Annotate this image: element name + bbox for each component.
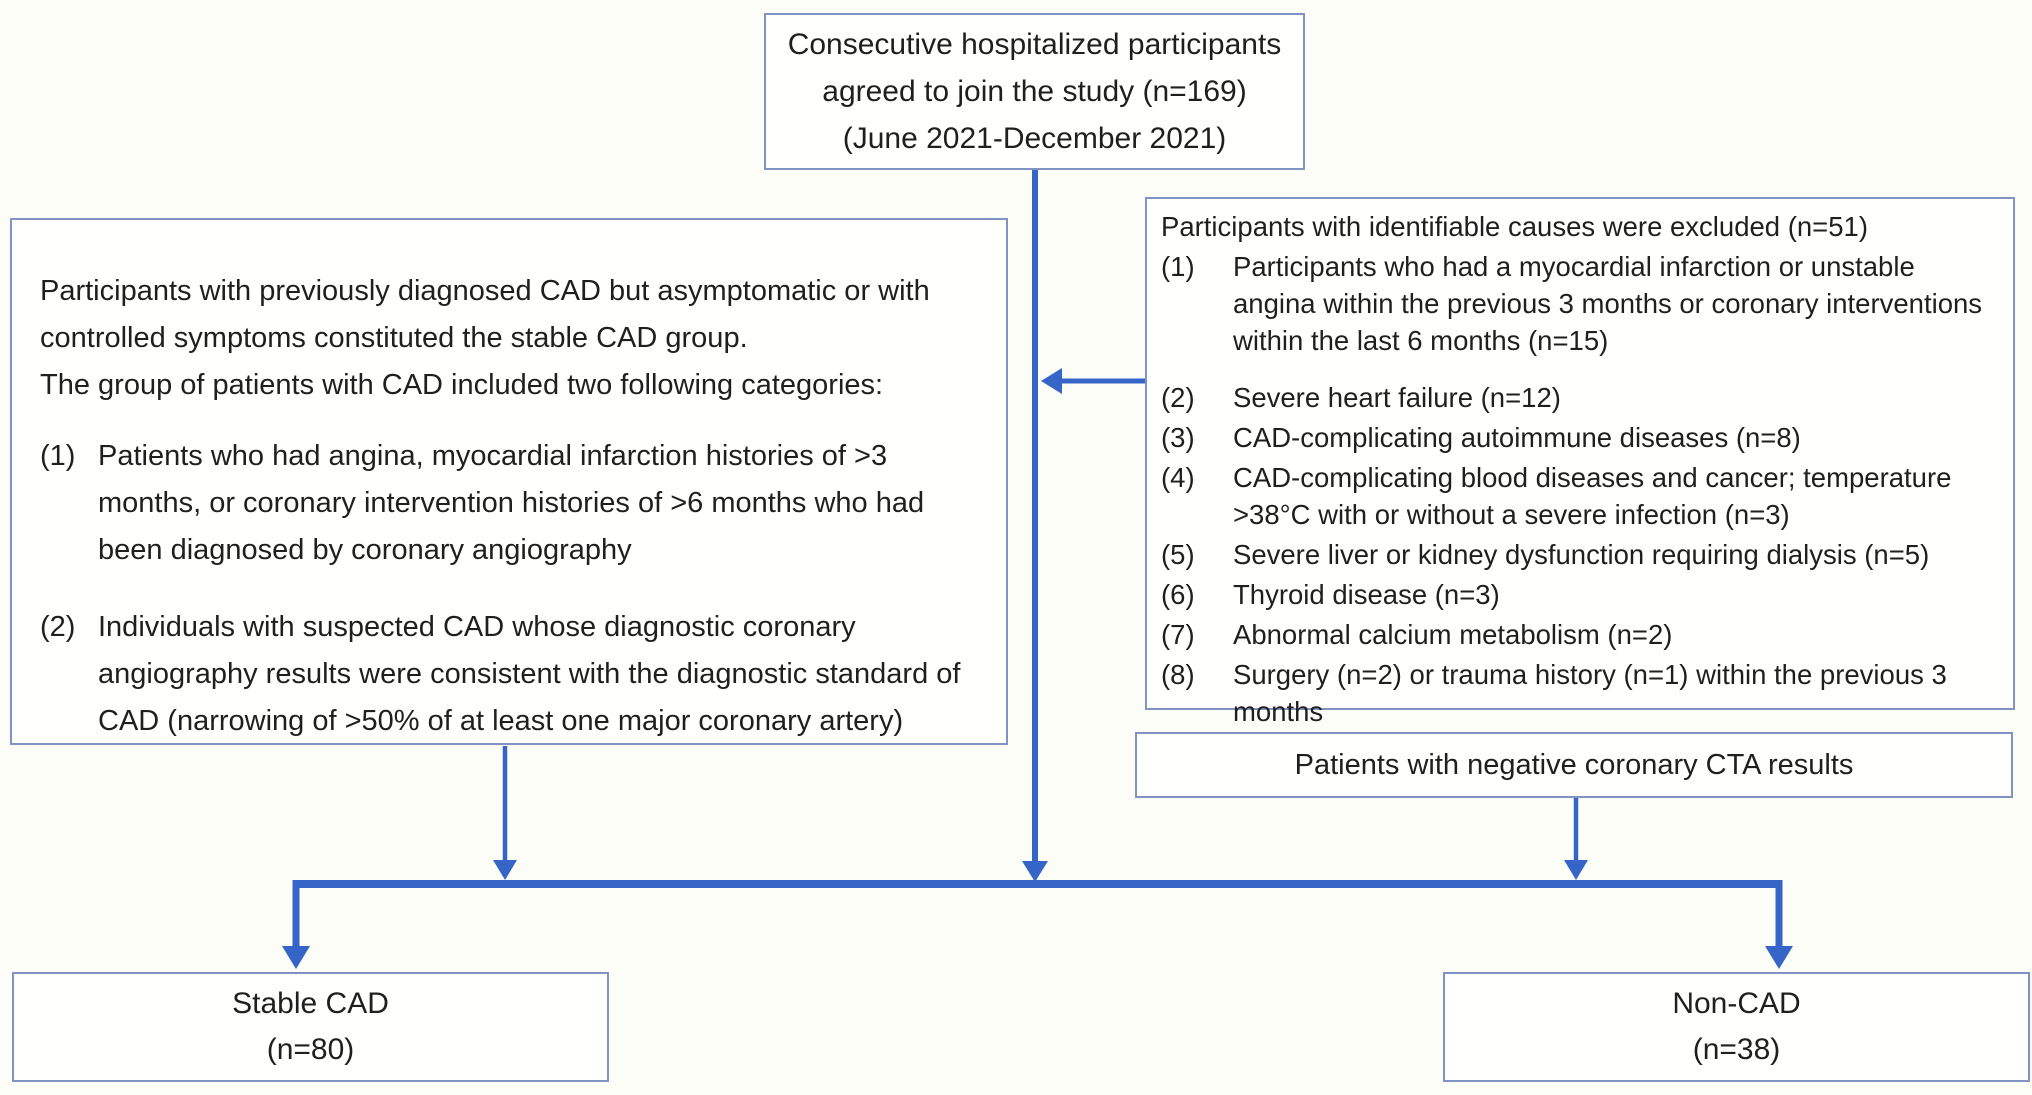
excluded-item-1: [1161, 248, 2001, 359]
excluded-item-7-number: (7): [1161, 619, 1195, 650]
non-cad-label: Non-CAD: [1672, 987, 1801, 1020]
excluded-item-3: [1161, 419, 2001, 456]
criteria-item-1-text: Patients who had angina, myocardial infarction histories of >3 months, or coronary intervention histories of >6 months who had been diagnosed by coronary angiography: [98, 440, 925, 566]
arrowhead-criteria-to-trunk: [493, 860, 517, 880]
arrowhead-excluded-to-mainline: [1041, 368, 1062, 394]
excluded-item-4-text: CAD-complicating blood diseases and cancer; temperature >38°C with or without a severe infection (n=3): [1233, 462, 1952, 530]
arrowhead-enrollment-to-trunk: [1022, 861, 1048, 882]
excluded-item-3-number: (3): [1161, 422, 1195, 453]
criteria-item-1: [40, 433, 980, 574]
criteria-item-2-text: Individuals with suspected CAD whose diagnostic coronary angiography results were consistent with the diagnostic standard of CAD (narrowing of >50% of at least one major coronary artery): [98, 611, 961, 737]
criteria-item-2: [40, 604, 980, 745]
excluded-item-1-text: Participants who had a myocardial infarction or unstable angina within the previous 3 months or coronary interventions within the last 6 months (n=15): [1233, 251, 1983, 356]
stable-cad-label: Stable CAD: [232, 987, 389, 1020]
arrowhead-trunk-to-noncad: [1765, 946, 1793, 969]
criteria-item-1-number: (1): [40, 440, 76, 472]
excluded-item-6-text: Thyroid disease (n=3): [1233, 579, 1500, 610]
node-excluded: [1145, 197, 2015, 727]
excluded-item-8: [1161, 656, 2001, 730]
excluded-item-2-text: Severe heart failure (n=12): [1233, 382, 1561, 413]
excluded-item-5-number: (5): [1161, 539, 1195, 570]
excluded-item-8-number: (8): [1161, 659, 1195, 690]
negative-cta-label: Patients with negative coronary CTA results: [1294, 748, 1854, 781]
stable-cad-count: (n=80): [266, 1033, 355, 1066]
excluded-item-4-number: (4): [1161, 462, 1195, 493]
criteria-intro-2: The group of patients with CAD included two following categories:: [40, 369, 884, 401]
arrowhead-cta-to-trunk: [1564, 860, 1588, 880]
excluded-item-3-text: CAD-complicating autoimmune diseases (n=8): [1233, 422, 1801, 453]
excluded-item-2: [1161, 379, 2001, 416]
excluded-item-7: [1161, 616, 2001, 653]
arrowhead-trunk-to-stable: [282, 946, 310, 969]
enrollment-line-2: agreed to join the study (n=169): [822, 75, 1247, 108]
excluded-item-6-number: (6): [1161, 579, 1195, 610]
excluded-item-1-number: (1): [1161, 251, 1195, 282]
excluded-item-6: [1161, 576, 2001, 613]
excluded-item-8-text: Surgery (n=2) or trauma history (n=1) within the previous 3 months: [1233, 659, 1947, 727]
node-negative-cta: [1135, 732, 2013, 798]
criteria-item-2-number: (2): [40, 611, 76, 643]
excluded-item-2-number: (2): [1161, 382, 1195, 413]
node-non-cad: [1443, 972, 2030, 1082]
non-cad-count: (n=38): [1692, 1033, 1781, 1066]
excluded-item-4: [1161, 459, 2001, 533]
node-stable-cad: [12, 972, 609, 1082]
node-enrollment: [764, 13, 1305, 170]
excluded-item-7-text: Abnormal calcium metabolism (n=2): [1233, 619, 1673, 650]
excluded-item-5: [1161, 536, 2001, 573]
enrollment-line-1: Consecutive hospitalized participants: [787, 28, 1282, 61]
excluded-item-5-text: Severe liver or kidney dysfunction requiring dialysis (n=5): [1233, 539, 1930, 570]
node-stable-criteria: [10, 218, 1008, 745]
criteria-intro-1: Participants with previously diagnosed CAD but asymptomatic or with controlled symptoms constituted the stable CAD group.: [40, 275, 930, 354]
excluded-title: Participants with identifiable causes were excluded (n=51): [1161, 211, 1868, 242]
enrollment-line-3: (June 2021-December 2021): [842, 122, 1227, 155]
